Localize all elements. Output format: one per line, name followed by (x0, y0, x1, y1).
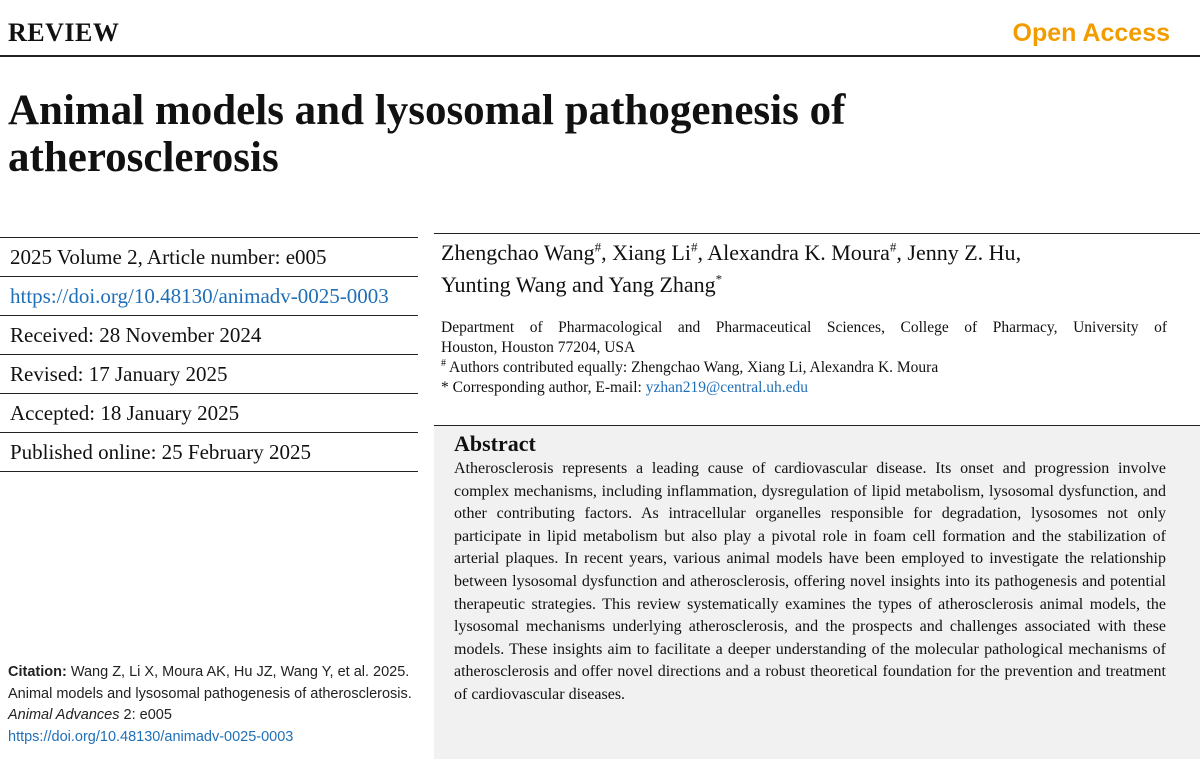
abstract-text: Atherosclerosis represents a leading cause of cardiovascular disease. Its onset and progression involve complex mechanisms, including inflammation, dysregulation of lipid metabolism, lysosomal dysfunction, and other contributing factors. As intracellular organelles responsible for degradation, lysosomes not only participate in lipid metabolism but also play a pivotal role in foam cell formation and the stabilization of arterial plaques. In recent years, various animal models have been employed to investigate the relationship between lysosomal dysfunction and atherosclerosis, offering novel insights into its pathogenesis and potential therapeutic strategies. This review systematically examines the types of atherosclerosis animal models, the lysosomal mechanisms underlying atherosclerosis, and the prospects and challenges associated with these models. These insights aim to facilitate a deeper understanding of the molecular pathological mechanisms of atherosclerosis and offer novel directions and a robust theoretical foundation for the prevention and treatment of cardiovascular diseases. (454, 460, 1166, 703)
author-mark: # (690, 239, 698, 255)
meta-accepted: Accepted: 18 January 2025 (0, 394, 418, 433)
article-type-label: REVIEW (8, 18, 120, 47)
meta-published: Published online: 25 February 2025 (0, 433, 418, 472)
author-separator: , (601, 240, 613, 265)
equal-contribution-note (441, 358, 1167, 378)
citation-text: Wang Z, Li X, Moura AK, Hu JZ, Wang Y, et al. 2025. Animal models and lysosomal pathogenesis of atherosclerosis. (8, 664, 412, 702)
doi-link[interactable]: https://doi.org/10.48130/animadv-0025-0003 (10, 284, 389, 308)
abstract-panel (434, 425, 1200, 759)
abstract-top-rule (434, 425, 1200, 426)
email-link[interactable]: yzhan219@central.uh.edu (645, 379, 809, 396)
affiliations (441, 318, 1167, 398)
meta-received: Received: 28 November 2024 (0, 316, 418, 355)
citation-block (8, 662, 416, 748)
author-separator: and (566, 272, 609, 297)
meta-revised: Revised: 17 January 2025 (0, 355, 418, 394)
citation-doi-link[interactable]: https://doi.org/10.48130/animadv-0025-0003 (8, 728, 294, 745)
corresponding-author-text: * Corresponding author, E-mail: (441, 379, 646, 396)
author-list (441, 237, 1181, 301)
citation-volume: 2: e005 (119, 707, 172, 723)
author-separator: , (697, 240, 708, 265)
author-separator: , (1015, 240, 1022, 265)
author-name: Xiang Li (612, 240, 691, 265)
author-name: Alexandra K. Moura (707, 240, 890, 265)
affiliation-address: Houston, Houston 77204, USA (441, 339, 636, 356)
citation-label: Citation: (8, 664, 67, 680)
author-mark: * (715, 271, 723, 287)
abstract-heading: Abstract (454, 431, 536, 456)
article-title: Animal models and lysosomal pathogenesis of atherosclerosis (8, 87, 846, 181)
author-name: Yunting Wang (441, 272, 567, 297)
author-name: Zhengchao Wang (441, 240, 595, 265)
citation-journal: Animal Advances (8, 707, 120, 723)
equal-contribution-text: Authors contributed equally: Zhengchao Wang, Xiang Li, Alexandra K. Moura (449, 359, 939, 376)
author-separator: , (896, 240, 908, 265)
header-divider (0, 55, 1200, 57)
meta-doi (0, 277, 418, 316)
affiliation-department: Department of Pharmacological and Pharmaceutical Sciences, College of Pharmacy, University of (441, 319, 1167, 336)
meta-volume: 2025 Volume 2, Article number: e005 (0, 238, 418, 277)
authors-top-rule (434, 233, 1200, 234)
author-name: Jenny Z. Hu (907, 240, 1016, 265)
author-name: Yang Zhang (608, 272, 716, 297)
article-meta-panel (0, 237, 418, 472)
article-header (0, 0, 1200, 62)
author-mark: # (594, 239, 602, 255)
author-mark: # (889, 239, 897, 255)
equal-mark: # (441, 357, 446, 369)
open-access-badge: Open Access (1012, 19, 1170, 47)
corresponding-author-note (441, 378, 1167, 398)
